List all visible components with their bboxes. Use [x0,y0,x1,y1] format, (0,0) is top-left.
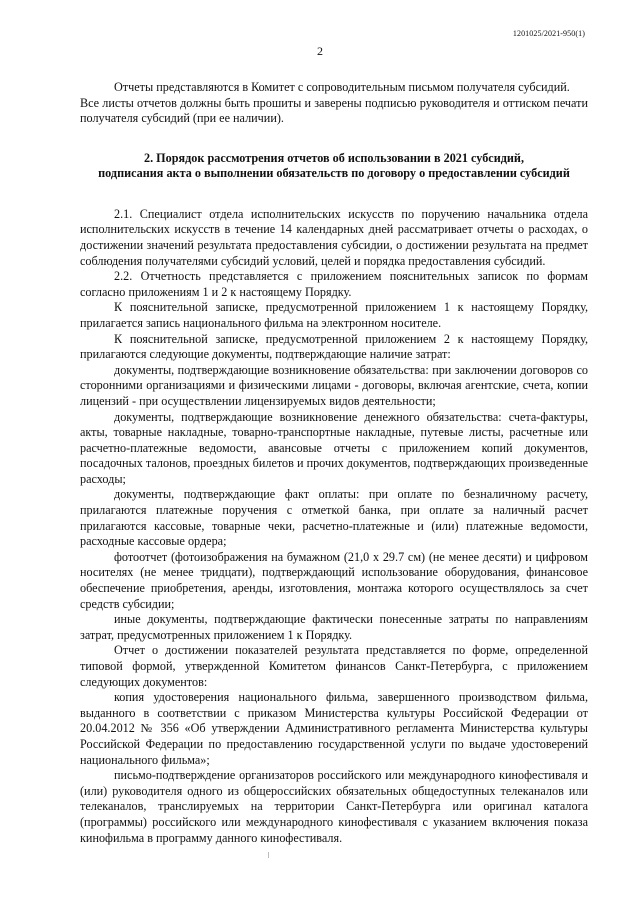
explanatory-note-2-paragraph: К пояснительной записке, предусмотренной приложением 2 к настоящему Порядку, прилагаются следующие документы, подтверждающие наличие затрат: [80,331,588,362]
section-heading [80,151,588,181]
section-heading-line-1: 2. Порядок рассмотрения отчетов об использовании в 2021 субсидий, [143,150,524,165]
explanatory-note-1-paragraph: К пояснительной записке, предусмотренной приложением 1 к настоящему Порядку, прилагается запись национального фильма на электронном носителе. [80,300,588,330]
clause-2-2: 2.2. Отчетность представляется с приложением пояснительных записок по формам согласно приложениям 1 и 2 к настоящему Порядку. [80,269,588,299]
document-id: 1201025/2021-950(1) [512,29,585,38]
other-documents-item: иные документы, подтверждающие фактически понесенные затраты по направлениям затрат, предусмотренных приложением 1 к Порядку. [80,612,588,642]
film-certificate-item: копия удостоверения национального фильма, завершенного производством фильма, выданного в соответствии с приказом Министерства культуры Российской Федерации от 20.04.2012 № 356 «Об утверждении Административного регламента Министерства культуры Российской Федерации по предоставлению государственной услуги по выдаче удостоверений национального фильма»; [80,690,588,767]
scan-mark [268,852,269,858]
monetary-obligation-documents-item: документы, подтверждающие возникновение денежного обязательства: счета-фактуры, акты, товарные накладные, товарно-транспортные накладные, путевые листы, расчетные или расчетно-платежные ведомости, авансовые отчеты с приложением копий документов, посадочных талонов, проездных билетов и прочих документов, подтверждающих произведенные расходы; [80,409,588,486]
page-number: 2 [317,44,323,58]
photo-report-item: фотоотчет (фотоизображения на бумажном (21,0 x 29.7 см) (не менее десяти) и цифровом носителях (не менее тридцати), подтверждающий использование оборудования, финансовое обеспечение приобретения, аренды, изготовления, монтажа которого осуществлялось за счет средств субсидии; [80,549,588,611]
section-heading-line-2: подписания акта о выполнении обязательств по договору о предоставлении субсидий [98,165,570,180]
intro-paragraph-2: Все листы отчетов должны быть прошиты и заверены подписью руководителя и оттиском печати получателя субсидий (при ее наличии). [80,95,588,126]
payment-documents-item: документы, подтверждающие факт оплаты: при оплате по безналичному расчету, прилагаются платежные поручения с отметкой банка, при оплате за наличный расчет прилагаются кассовые, товарные чеки, расчетно-платежные и (или) платежные ведомости, расходные кассовые ордера; [80,487,588,549]
clause-2-1: 2.1. Специалист отдела исполнительских искусств по поручению начальника отдела исполнительских искусств в течение 14 календарных дней рассматривает отчеты о расходах, о достижении значений результата предоставления субсидии, о достижении результата на предмет соблюдения получателями субсидий условий, целей и порядка предоставления субсидий. [80,206,588,268]
result-report-paragraph: Отчет о достижении показателей результата представляется по форме, определенной типовой формой, утвержденной Комитетом финансов Санкт-Петербурга, с приложением следующих документов: [80,643,588,689]
page-content [80,80,588,846]
obligation-documents-item: документы, подтверждающие возникновение обязательства: при заключении договоров со сторонними организациями и физическими лицами - договоры, включая агентские, счета, копии лицензий - при осуществлении лицензируемых видов деятельности; [80,362,588,408]
intro-paragraph-1: Отчеты представляются в Комитет с сопроводительным письмом получателя субсидий. [114,80,570,94]
festival-letter-item: письмо-подтверждение организаторов российского или международного кинофестиваля и (или) руководителя одного из общероссийских обязательных общедоступных телеканалов или телеканалов, транслируемых на территории Санкт-Петербурга или оригинал каталога (программы) российского или международного кинофестиваля с указанием включения показа кинофильма в программу данного кинофестиваля. [80,768,588,845]
